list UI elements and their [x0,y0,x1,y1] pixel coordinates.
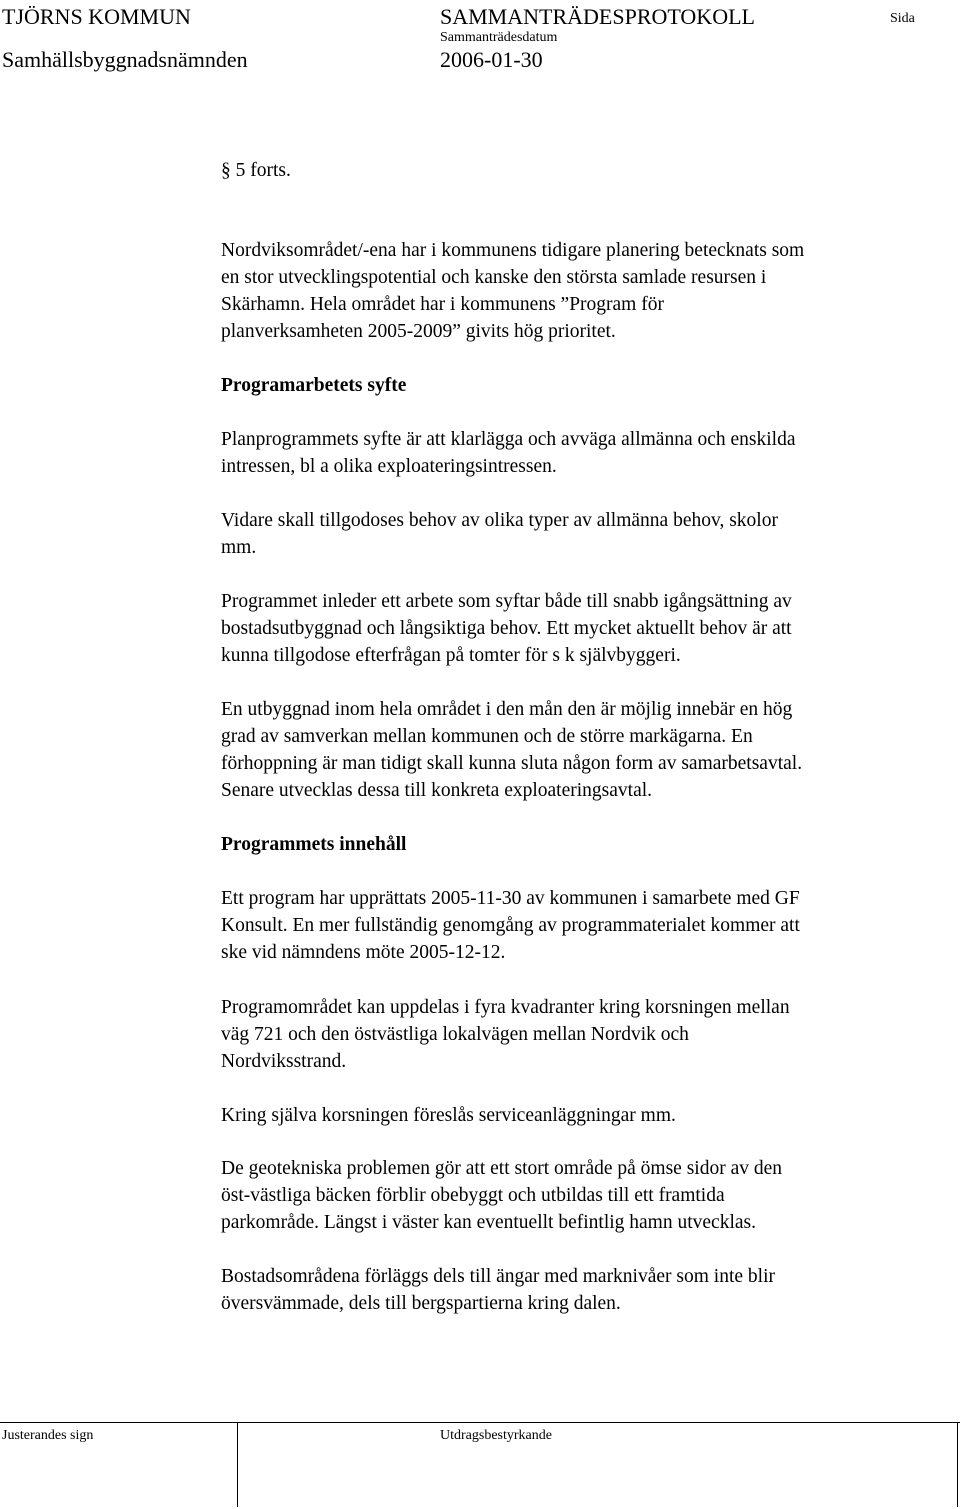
paragraph-line: översvämmade, dels till bergspartierna kring dalen. [221,1293,621,1314]
footer-divider-right [957,1423,958,1507]
paragraph-line: Nordviksstrand. [221,1051,347,1072]
paragraph-line: planverksamheten 2005-2009” givits hög prioritet. [221,321,616,342]
date-label: Sammanträdesdatum [440,30,558,45]
paragraph-line: grad av samverkan mellan kommunen och de större markägarna. En [221,726,753,747]
paragraph-line: bostadsutbyggnad och långsiktiga behov. Ett mycket aktuellt behov är att [221,618,792,639]
paragraph-line: Ett program har upprättats 2005-11-30 av kommunen i samarbete med GF [221,888,800,909]
protocol-title: SAMMANTRÄDESPROTOKOLL [440,4,755,29]
paragraph-line: förhoppning är man tidigt skall kunna sluta någon form av samarbetsavtal. [221,753,803,774]
paragraph-line: Nordviksområdet/-ena har i kommunens tidigare planering betecknats som [221,240,805,261]
paragraph-line: väg 721 och den östvästliga lokalvägen mellan Nordvik och [221,1024,689,1045]
paragraph-line: ske vid nämndens möte 2005-12-12. [221,942,506,963]
paragraph-line: en stor utvecklingspotential och kanske den största samlade resursen i [221,267,767,288]
paragraph-line: öst-västliga bäcken förblir obebyggt och utbildas till ett framtida [221,1185,725,1206]
paragraph-line: Vidare skall tillgodoses behov av olika typer av allmänna behov, skolor [221,510,778,531]
heading-programmets-innehall: Programmets innehåll [221,834,407,855]
paragraph-line: mm. [221,537,257,558]
paragraph-line: parkområde. Längst i väster kan eventuellt befintlig hamn utvecklas. [221,1212,756,1233]
paragraph-line: Skärhamn. Hela området har i kommunens ”Program för [221,294,664,315]
committee-name: Samhällsbyggnadsnämnden [2,47,248,72]
paragraph-line: Bostadsområdena förläggs dels till ängar med marknivåer som inte blir [221,1266,775,1287]
paragraph-line: De geotekniska problemen gör att ett stort område på ömse sidor av den [221,1158,783,1179]
paragraph-line: En utbyggnad inom hela området i den mån den är möjlig innebär en hög [221,699,793,720]
heading-programarbetets-syfte: Programarbetets syfte [221,375,407,396]
footer-divider-left [237,1423,238,1507]
footer-utdragsbestyrkande: Utdragsbestyrkande [440,1428,552,1443]
paragraph-line: Konsult. En mer fullständig genomgång av programmaterialet kommer att [221,915,800,936]
municipality-name: TJÖRNS KOMMUN [2,4,191,29]
page-label: Sida [890,11,915,26]
paragraph-line: Kring själva korsningen föreslås serviceanläggningar mm. [221,1105,676,1126]
paragraph-line: Programområdet kan uppdelas i fyra kvadranter kring korsningen mellan [221,997,790,1018]
footer-justerandes-sign: Justerandes sign [2,1428,94,1443]
section-reference: § 5 forts. [221,160,291,181]
paragraph-line: intressen, bl a olika exploateringsintressen. [221,456,557,477]
paragraph-line: Planprogrammets syfte är att klarlägga och avväga allmänna och enskilda [221,429,796,450]
meeting-date: 2006-01-30 [440,47,543,72]
paragraph-line: Senare utvecklas dessa till konkreta exploateringsavtal. [221,780,653,801]
paragraph-line: Programmet inleder ett arbete som syftar både till snabb igångsättning av [221,591,792,612]
footer-rule [0,1422,960,1423]
paragraph-line: kunna tillgodose efterfrågan på tomter för s k självbyggeri. [221,645,681,666]
